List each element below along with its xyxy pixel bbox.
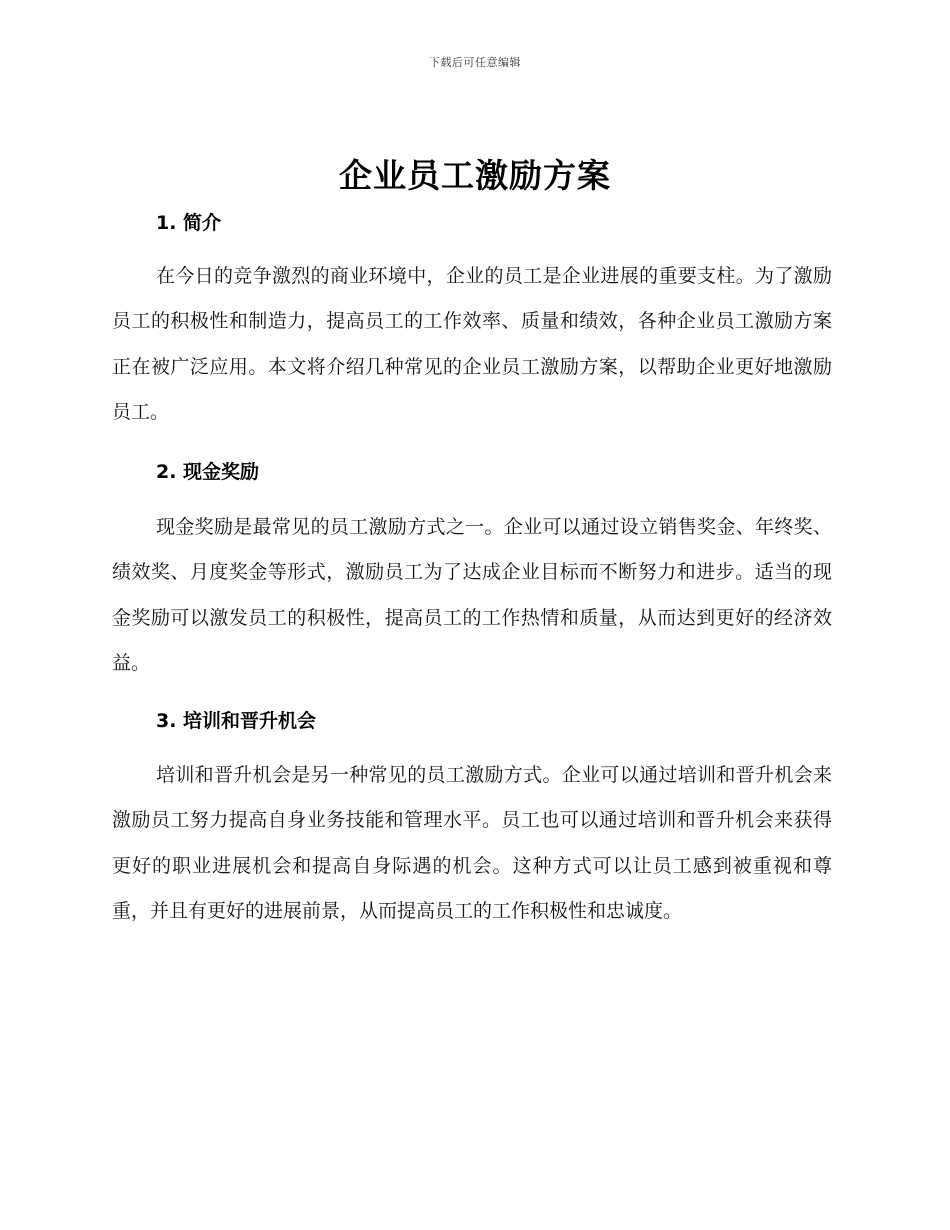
document-title: 企业员工激励方案 bbox=[339, 156, 611, 195]
section-paragraph-cash-reward: 现金奖励是最常见的员工激励方式之一。企业可以通过设立销售奖金、年终奖、绩效奖、月度奖金等形式，激励员工为了达成企业目标而不断努力和进步。适当的现金奖励可以激发员工的积极性，提高员工的工作热情和质量，从而达到更好的经济效益。 bbox=[112, 516, 832, 675]
header-note: 下载后可任意编辑 bbox=[429, 56, 521, 69]
section-heading-intro: 1. 简介 bbox=[156, 212, 222, 234]
section-heading-cash-reward: 2. 现金奖励 bbox=[156, 461, 260, 483]
section-heading-training-promotion: 3. 培训和晋升机会 bbox=[156, 710, 317, 732]
section-paragraph-intro: 在今日的竞争激烈的商业环境中，企业的员工是企业进展的重要支柱。为了激励员工的积极性和制造力，提高员工的工作效率、质量和绩效，各种企业员工激励方案正在被广泛应用。本文将介绍几种常见的企业员工激励方案，以帮助企业更好地激励员工。 bbox=[112, 265, 832, 424]
section-paragraph-training-promotion: 培训和晋升机会是另一种常见的员工激励方式。企业可以通过培训和晋升机会来激励员工努力提高自身业务技能和管理水平。员工也可以通过培训和晋升机会来获得更好的职业进展机会和提高自身际遇的机会。这种方式可以让员工感到被重视和尊重，并且有更好的进展前景，从而提高员工的工作积极性和忠诚度。 bbox=[112, 764, 832, 923]
